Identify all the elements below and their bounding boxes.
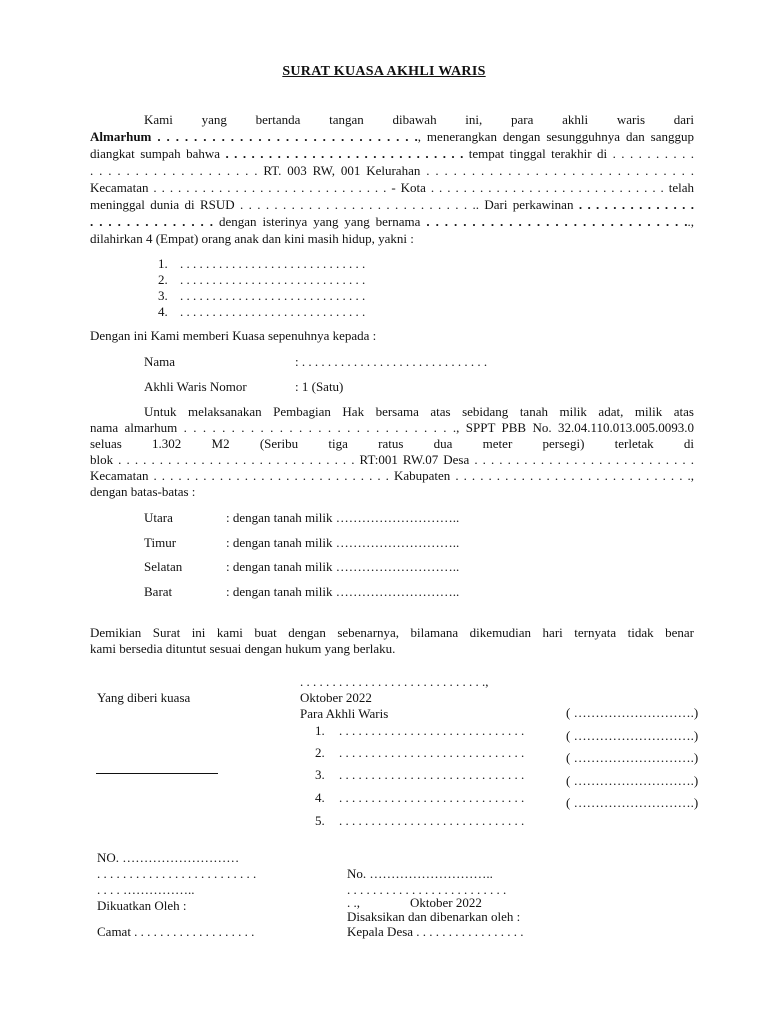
heir-num: 1. — [315, 723, 325, 738]
intro-line-6 — [90, 197, 694, 213]
intro-line-2 — [90, 129, 694, 145]
dikuatkan-oleh: Dikuatkan Oleh : — [97, 898, 187, 913]
intro-line-5: Kecamatan . . . . . . . . . . . . . . . . . . . . . . . . . . . . . - Kota . . . . . . . . . . . . . . . . . . . . . . . . . . . . . telah — [90, 180, 694, 195]
yang-diberi-kuasa: Yang diberi kuasa — [97, 690, 191, 705]
heir-dots: . . . . . . . . . . . . . . . . . . . . . . . . . . . . . — [339, 723, 525, 738]
intro-line-2-rest: , menerangkan dengan sesungguhnya dan sanggup — [417, 129, 694, 144]
intro-line-7-a: dengan isterinya yang yang bernama — [218, 214, 421, 229]
heir-signature-paren: ( ……………………….) — [566, 705, 699, 720]
heir-dots: . . . . . . . . . . . . . . . . . . . . . . . . . . . . . — [339, 767, 525, 782]
heir-signature-paren: ( ……………………….) — [566, 773, 699, 788]
heir-num: 3. — [315, 767, 325, 782]
closing-line-1: Demikian Surat ini kami buat dengan sebenarnya, bilamana dikemudian hari ternyata tidak benar — [90, 625, 694, 640]
child-dots: . . . . . . . . . . . . . . . . . . . . . . . . . . . . . — [180, 272, 366, 287]
intro-line-4: . . . . . . . . . . . . . . . . . . . RT. 003 RW, 001 Kelurahan . . . . . . . . . . . . . . . . . . . . . . . . . . . . . . — [90, 163, 694, 178]
closing-line-2: kami bersedia dituntut sesuai dengan hukum yang berlaku. — [90, 641, 396, 656]
nomor-value: : 1 (Satu) — [295, 379, 344, 394]
child-dots: . . . . . . . . . . . . . . . . . . . . . . . . . . . . . — [180, 256, 366, 271]
almarhum-name: Almarhum . . . . . . . . . . . . . . . . . . . . . . . . . . . . . — [90, 129, 418, 144]
intro-line-6-bold: . . . . . . . . . . . . . . — [578, 197, 695, 212]
footer-date-prefix: . ., — [347, 895, 360, 910]
child-num: 1. — [158, 256, 168, 271]
nama-value: : . . . . . . . . . . . . . . . . . . . . . . . . . . . . . — [295, 354, 488, 369]
child-dots: . . . . . . . . . . . . . . . . . . . . . . . . . . . . . — [180, 304, 366, 319]
heir-num: 4. — [315, 790, 325, 805]
intro-line-3-b: tempat tinggal terakhir di . . . . . . . . . . — [468, 146, 695, 161]
footer-left-dots: . . . . . . . . . . . . . . . . . . . . . . . . . — [97, 866, 257, 881]
footer-right-no: No. ……………………….. — [347, 866, 493, 881]
intro-line-3-bold: . . . . . . . . . . . . . . . . . . . . . . . . . . . . — [225, 146, 464, 161]
document-title: SURAT KUASA AKHLI WARIS — [282, 64, 486, 79]
heir-dots: . . . . . . . . . . . . . . . . . . . . . . . . . . . . . — [339, 813, 525, 828]
heir-signature-paren: ( ……………………….) — [566, 750, 699, 765]
child-num: 4. — [158, 304, 168, 319]
intro-line-7-bold: . . . . . . . . . . . . . . — [90, 214, 213, 229]
intro-line-3 — [90, 146, 694, 162]
heir-signature-paren: ( ……………………….) — [566, 795, 699, 810]
child-dots: . . . . . . . . . . . . . . . . . . . . . . . . . . . . . — [180, 288, 366, 303]
footer-left-no: NO. ……………………… — [97, 850, 240, 865]
heir-dots: . . . . . . . . . . . . . . . . . . . . . . . . . . . . . — [339, 745, 525, 760]
batas-value: : dengan tanah milik ……………………….. — [226, 584, 460, 599]
heir-signature-paren: ( ……………………….) — [566, 728, 699, 743]
intro-line-3-a: diangkat sumpah bahwa — [90, 146, 221, 161]
batas-dir: Utara — [144, 510, 173, 525]
purpose-line-2: nama almarhum . . . . . . . . . . . . . . . . . . . . . . . . . . . . ., SPPT PBB No. 32.04.110.013.005.0093.0 — [90, 420, 694, 435]
signature-date: Oktober 2022 — [300, 690, 372, 705]
child-num: 2. — [158, 272, 168, 287]
intro-line-8: dilahirkan 4 (Empat) orang anak dan kini masih hidup, yakni : — [90, 231, 414, 246]
purpose-line-4: blok . . . . . . . . . . . . . . . . . . . . . . . . . . . . . RT:001 RW.07 Desa . . . . . . . . . . . . . . . . . . . . . . . . . . . — [90, 452, 694, 467]
heir-num: 5. — [315, 813, 325, 828]
purpose-line-1: Untuk melaksanakan Pembagian Hak bersama atas sebidang tanah milik adat, milik atas — [144, 404, 694, 419]
batas-value: : dengan tanah milik ……………………….. — [226, 535, 460, 550]
signature-date-dots: . . . . . . . . . . . . . . . . . . . . . . . . . . . . ., — [300, 674, 489, 689]
wife-name: . . . . . . . . . . . . . . . . . . . . . . . . . . . . . — [426, 214, 688, 229]
footer-date: Oktober 2022 — [410, 895, 482, 910]
intro-line-1: Kami yang bertanda tangan dibawah ini, para akhli waris dari — [144, 112, 694, 127]
footer-right-dots: . . . . . . . . . . . . . . . . . . . . . . . . . — [347, 882, 507, 897]
footer-left-dots: . . . . …………….. — [97, 882, 195, 897]
camat: Camat . . . . . . . . . . . . . . . . . . . — [97, 924, 255, 939]
intro-line-6-a: meninggal dunia di RSUD . . . . . . . . . . . . . . . . . . . . . . . . . . . .. Dari perkawinan — [90, 197, 574, 212]
intro-line-7-b: ., — [687, 214, 695, 229]
batas-dir: Timur — [144, 535, 177, 550]
purpose-line-5: Kecamatan . . . . . . . . . . . . . . . . . . . . . . . . . . . . . Kabupaten . . . . . . . . . . . . . . . . . . . . . . . . . . . . ., — [90, 468, 694, 483]
batas-dir: Barat — [144, 584, 173, 599]
kepala-desa: Kepala Desa . . . . . . . . . . . . . . . . . — [347, 924, 524, 939]
kuasa-intro: Dengan ini Kami memberi Kuasa sepenuhnya kepada : — [90, 328, 377, 343]
purpose-line-6: dengan batas-batas : — [90, 484, 196, 499]
heir-dots: . . . . . . . . . . . . . . . . . . . . . . . . . . . . . — [339, 790, 525, 805]
batas-value: : dengan tanah milik ……………………….. — [226, 510, 460, 525]
child-num: 3. — [158, 288, 168, 303]
nama-label: Nama — [144, 354, 176, 369]
disaksikan-oleh: Disaksikan dan dibenarkan oleh : — [347, 909, 521, 924]
para-akhli-waris: Para Akhli Waris — [300, 706, 389, 721]
intro-line-7 — [90, 214, 694, 230]
signature-line — [96, 773, 218, 774]
batas-dir: Selatan — [144, 559, 183, 574]
heir-num: 2. — [315, 745, 325, 760]
purpose-line-3: seluas 1.302 M2 (Seribu tiga ratus dua meter persegi) terletak di — [90, 436, 694, 451]
nomor-label: Akhli Waris Nomor — [144, 379, 247, 394]
batas-value: : dengan tanah milik ……………………….. — [226, 559, 460, 574]
